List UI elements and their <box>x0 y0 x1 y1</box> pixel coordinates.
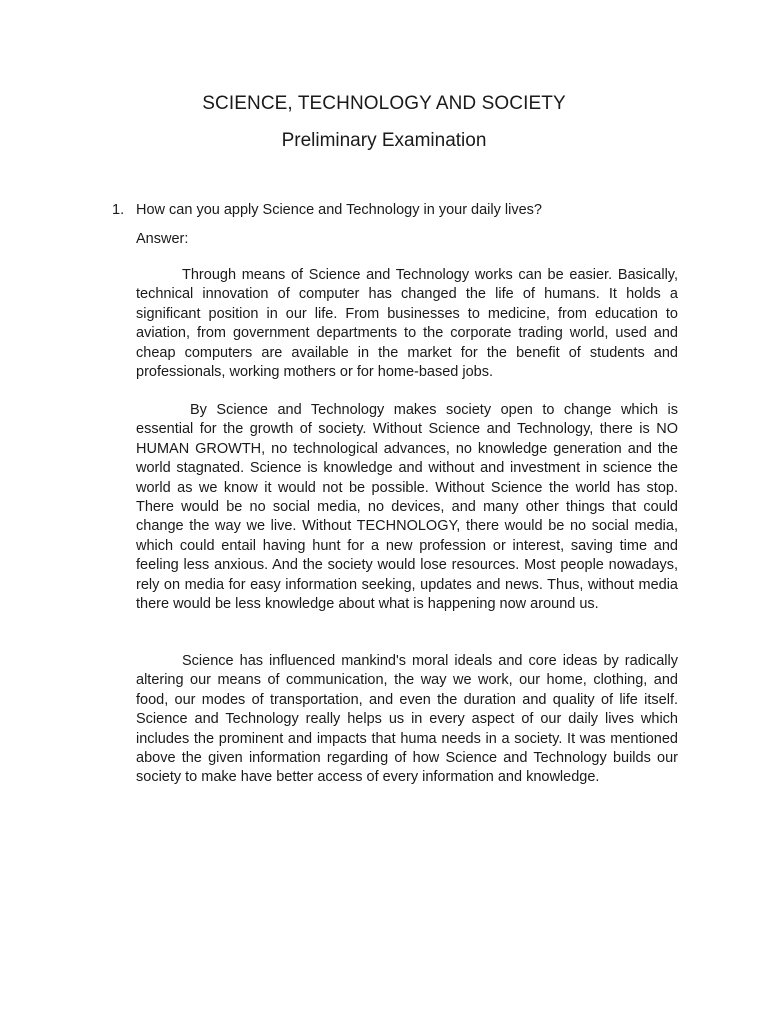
question-number: 1. <box>112 202 125 218</box>
question-item <box>112 200 692 220</box>
answer-paragraph-3: Science has influenced mankind's moral ideals and core ideas by radically altering our means of communication, the way we work, our home, clothing, and food, our modes of transportation, and even the duration and quality of life itself. Science and Technology really helps us in every aspect of our daily lives which includes the prominent and impacts that huma needs in a society. It was mentioned above the given information regarding of how Science and Technology builds our society to make have better access of every information and knowledge. <box>136 653 678 786</box>
document-subtitle: Preliminary Examination <box>281 130 487 151</box>
question-text: How can you apply Science and Technology in your daily lives? <box>136 202 542 218</box>
answer-paragraph-1: Through means of Science and Technology works can be easier. Basically, technical innovation of computer has changed the life of humans. It holds a significant position in our life. From businesses to medicine, from education to aviation, from government departments to the corporate trading world, used and cheap computers are available in the market for the benefit of students and professionals, working mothers or for home-based jobs. <box>136 267 678 381</box>
answer-paragraph-2: By Science and Technology makes society open to change which is essential for the growth of society. Without Science and Technology, there is NO HUMAN GROWTH, no technological advances, no knowledge generation and the world stagnated. Science is knowledge and without and investment in science the world as we know it would not be possible. Without Science the world has stop. There would be no social media, no devices, and many other things that could change the way we live. Without TECHNOLOGY, there would be no social media, which could entail having hunt for a new profession or interest, saving time and feeling less anxious. And the society would lose resources. Most people nowadays, rely on media for easy information seeking, updates and news. Thus, without media there would be less knowledge about what is happening now around us. <box>136 402 678 613</box>
document-title: SCIENCE, TECHNOLOGY AND SOCIETY <box>202 93 566 114</box>
answer-label: Answer: <box>136 231 189 247</box>
